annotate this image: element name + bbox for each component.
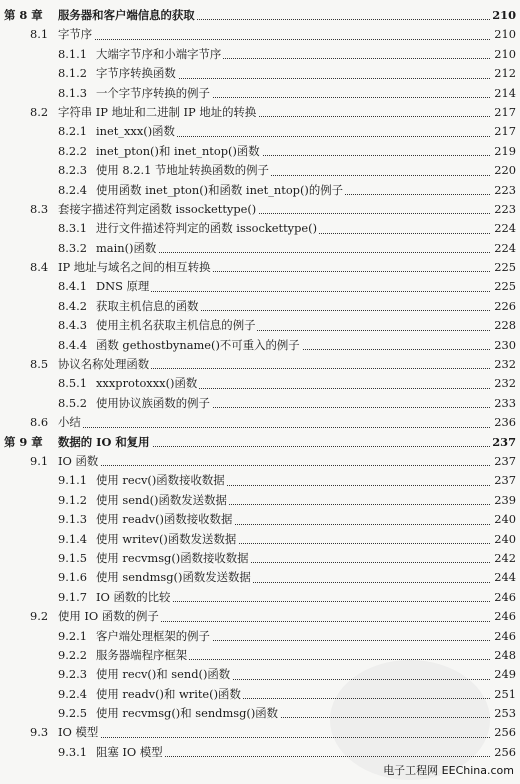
toc-entry-page: 240 <box>494 531 516 546</box>
toc-entry-page: 217 <box>494 104 516 119</box>
toc-entry-title: xxxprotoxxx()函数 <box>96 374 199 393</box>
toc-entry-page: 256 <box>494 725 516 740</box>
toc-entry-title: 使用 recvmsg()函数接收数据 <box>96 549 251 568</box>
toc-entry-number: 8.3.1 <box>58 221 87 236</box>
toc-entry-title: 使用 IO 函数的例子 <box>58 607 161 626</box>
toc-sub-entry[interactable] <box>0 743 520 762</box>
toc-entry-title: 使用 recv()函数接收数据 <box>96 471 227 490</box>
toc-entry-number: 9.3.1 <box>58 744 87 759</box>
toc-entry-title: 获取主机信息的函数 <box>96 297 201 316</box>
toc-entry-page: 210 <box>494 27 516 42</box>
toc-entry-title: 一个字节序转换的例子 <box>96 84 212 103</box>
toc-entry-title: 客户端处理框架的例子 <box>96 627 212 646</box>
toc-entry-page: 223 <box>494 201 516 216</box>
toc-entry-number: 9.2.1 <box>58 628 87 643</box>
toc-entry-page: 233 <box>494 395 516 410</box>
toc-entry-title: 使用 8.2.1 节地址转换函数的例子 <box>96 161 271 180</box>
toc-entry-number: 9.1.5 <box>58 550 87 565</box>
toc-entry-page: 225 <box>494 279 516 294</box>
toc-entry-number: 9.2 <box>30 609 49 624</box>
toc-entry-number: 9.2.5 <box>58 706 87 721</box>
toc-entry-number: 8.4.4 <box>58 337 87 352</box>
toc-entry-title: 使用 sendmsg()函数发送数据 <box>96 568 253 587</box>
toc-entry-page: 220 <box>494 163 516 178</box>
toc-entry-title: 进行文件描述符判定的函数 issockettype() <box>96 219 319 238</box>
toc-entry-title: 使用 recvmsg()和 sendmsg()函数 <box>96 704 280 723</box>
toc-entry-title: DNS 原理 <box>96 277 151 296</box>
toc-entry-title: 使用主机名获取主机信息的例子 <box>96 316 257 335</box>
toc-entry-page: 253 <box>494 706 516 721</box>
toc-entry-title: 协议名称处理函数 <box>58 355 151 374</box>
toc-entry-number: 8.1 <box>30 27 49 42</box>
toc-entry-page: 232 <box>494 376 516 391</box>
toc-entry-page: 242 <box>494 550 516 565</box>
toc-entry-number: 8.2 <box>30 104 49 119</box>
toc-entry-title: IP 地址与域名之间的相互转换 <box>58 258 212 277</box>
toc-entry-page: 224 <box>494 221 516 236</box>
toc-entry-number: 9.1.6 <box>58 570 87 585</box>
toc-entry-number: 8.1.2 <box>58 66 87 81</box>
toc-entry-number: 8.2.4 <box>58 182 87 197</box>
toc-entry-title: 服务器和客户端信息的获取 <box>58 6 197 25</box>
toc-entry-page: 256 <box>494 744 516 759</box>
toc-entry-page: 240 <box>494 512 516 527</box>
toc-entry-number: 9.2.3 <box>58 667 87 682</box>
toc-entry-title: 大端字节序和小端字节序 <box>96 45 223 64</box>
toc-entry-page: 223 <box>494 182 516 197</box>
toc-entry-number: 8.4 <box>30 260 49 275</box>
toc-entry-page: 237 <box>494 453 516 468</box>
toc-entry-number: 9.2.4 <box>58 686 87 701</box>
toc-entry-page: 214 <box>494 85 516 100</box>
toc-entry-page: 246 <box>494 609 516 624</box>
toc-entry-title: 函数 gethostbyname()不可重入的例子 <box>96 336 302 355</box>
toc-entry-title: IO 函数的比较 <box>96 588 172 607</box>
toc-entry-page: 244 <box>494 570 516 585</box>
toc-entry-page: 236 <box>494 415 516 430</box>
toc-entry-number: 8.4.1 <box>58 279 87 294</box>
toc-entry-number: 9.1.1 <box>58 473 87 488</box>
toc-entry-number: 8.4.2 <box>58 298 87 313</box>
toc-entry-number: 8.6 <box>30 415 49 430</box>
toc-entry-title: IO 函数 <box>58 452 100 471</box>
toc-entry-number: 9.1.2 <box>58 492 87 507</box>
toc-entry-number: 9.1.3 <box>58 512 87 527</box>
toc-entry-title: main()函数 <box>96 239 158 258</box>
toc-entry-page: 251 <box>494 686 516 701</box>
toc-entry-title: 使用协议族函数的例子 <box>96 394 212 413</box>
toc-entry-title: 使用函数 inet_pton()和函数 inet_ntop()的例子 <box>96 181 345 200</box>
toc-entry-page: 212 <box>494 66 516 81</box>
toc-entry-title: 数据的 IO 和复用 <box>58 433 152 452</box>
footer-watermark-text: 电子工程网 EEChina.com <box>383 764 514 777</box>
toc-entry-page: 228 <box>494 318 516 333</box>
toc-entry-title: 字符串 IP 地址和二进制 IP 地址的转换 <box>58 103 258 122</box>
toc-entry-page: 224 <box>494 240 516 255</box>
toc-entry-number: 9.1.7 <box>58 589 87 604</box>
toc-entry-page: 248 <box>494 647 516 662</box>
toc-entry-number: 8.1.3 <box>58 85 87 100</box>
toc-entry-title: 使用 recv()和 send()函数 <box>96 665 232 684</box>
toc-entry-number: 8.2.1 <box>58 124 87 139</box>
toc-entry-number: 8.1.1 <box>58 46 87 61</box>
table-of-contents <box>0 6 520 762</box>
toc-entry-title: 字节序转换函数 <box>96 64 178 83</box>
toc-entry-number: 8.3 <box>30 201 49 216</box>
toc-entry-page: 232 <box>494 357 516 372</box>
toc-entry-title: 小结 <box>58 413 83 432</box>
toc-entry-page: 230 <box>494 337 516 352</box>
toc-entry-number: 第 8 章 <box>4 8 43 22</box>
toc-entry-number: 8.5.2 <box>58 395 87 410</box>
toc-entry-page: 210 <box>492 8 516 22</box>
toc-entry-number: 9.2.2 <box>58 647 87 662</box>
toc-entry-title: 使用 writev()函数发送数据 <box>96 530 238 549</box>
toc-entry-title: inet_pton()和 inet_ntop()函数 <box>96 142 262 161</box>
toc-entry-number: 8.2.3 <box>58 163 87 178</box>
toc-entry-page: 210 <box>494 46 516 61</box>
toc-entry-number: 第 9 章 <box>4 434 43 449</box>
toc-entry-page: 219 <box>494 143 516 158</box>
toc-entry-title: 使用 readv()和 write()函数 <box>96 685 243 704</box>
toc-entry-title: 服务器端程序框架 <box>96 646 189 665</box>
toc-entry-number: 8.5.1 <box>58 376 87 391</box>
toc-entry-page: 217 <box>494 124 516 139</box>
toc-entry-title: 套接字描述符判定函数 issockettype() <box>58 200 258 219</box>
toc-entry-title: inet_xxx()函数 <box>96 122 177 141</box>
toc-entry-number: 9.1.4 <box>58 531 87 546</box>
toc-entry-page: 246 <box>494 628 516 643</box>
toc-entry-page: 226 <box>494 298 516 313</box>
toc-entry-page: 246 <box>494 589 516 604</box>
toc-entry-page: 237 <box>494 473 516 488</box>
toc-entry-title: 使用 readv()函数接收数据 <box>96 510 234 529</box>
toc-entry-number: 8.4.3 <box>58 318 87 333</box>
toc-entry-number: 9.1 <box>30 453 49 468</box>
toc-entry-page: 225 <box>494 260 516 275</box>
toc-entry-page: 239 <box>494 492 516 507</box>
toc-entry-number: 8.3.2 <box>58 240 87 255</box>
toc-entry-page: 249 <box>494 667 516 682</box>
toc-entry-number: 8.5 <box>30 357 49 372</box>
toc-entry-number: 8.2.2 <box>58 143 87 158</box>
toc-entry-title: 阻塞 IO 模型 <box>96 743 165 762</box>
toc-entry-title: IO 模型 <box>58 723 100 742</box>
toc-entry-title: 使用 send()函数发送数据 <box>96 491 229 510</box>
toc-entry-number: 9.3 <box>30 725 49 740</box>
toc-entry-page: 237 <box>492 434 516 449</box>
toc-entry-title: 字节序 <box>58 25 94 44</box>
